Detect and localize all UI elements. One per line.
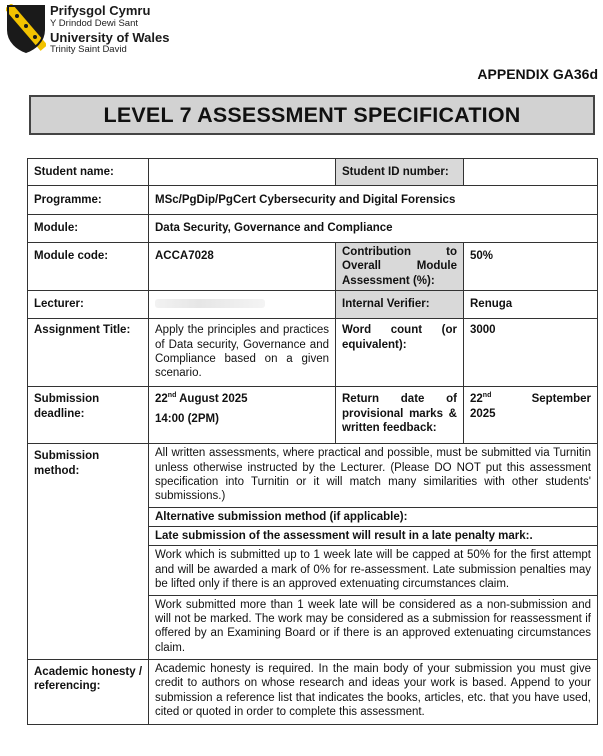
alternative-submission-method: Alternative submission method (if applicable): <box>149 508 597 527</box>
student-name-label: Student name: <box>28 159 149 186</box>
redacted-name <box>155 299 265 308</box>
academic-honesty-label: Academic honesty / referencing: <box>28 660 149 725</box>
contribution-value: 50% <box>464 243 598 291</box>
module-label: Module: <box>28 215 149 243</box>
lecturer-label: Lecturer: <box>28 291 149 319</box>
assessment-spec-table <box>27 158 598 725</box>
assignment-title-value: Apply the principles and practices of Data security, Governance and Compliance based on a given scenario. <box>149 319 336 387</box>
academic-honesty-text: Academic honesty is required. In the main body of your submission you must give credit to authors on whose research and ideas your work is based. Append to your submission a reference list that indicates the books, articles, etc. that you have used, cited or quoted in order to complete this assessment. <box>149 660 598 725</box>
submission-method-label: Submission method: <box>28 444 149 660</box>
verifier-value: Renuga <box>464 291 598 319</box>
return-suffix: nd <box>482 392 492 400</box>
module-code-value: ACCA7028 <box>149 243 336 291</box>
deadline-suffix: nd <box>167 392 177 400</box>
return-day: 22 <box>470 393 483 406</box>
contribution-label: Contribution to Overall Module Assessment (%): <box>336 243 464 291</box>
word-count-value: 3000 <box>464 319 598 387</box>
deadline-month-year: August 2025 <box>176 393 248 406</box>
logo-line-english: University of Wales <box>50 29 170 45</box>
deadline-day: 22 <box>155 393 168 406</box>
table-row <box>28 291 598 319</box>
table-row <box>28 243 598 291</box>
word-count-label: Word count (or equivalent): <box>336 319 464 387</box>
late-submission-para-2: Work submitted more than 1 week late will be considered as a non-submission and will not be marked. The work may be considered as a submission for reassessment if offered by an Examining Board or if there is an approved extenuating circumstances claim. <box>155 598 591 654</box>
page-title: LEVEL 7 ASSESSMENT SPECIFICATION <box>29 95 595 135</box>
programme-label: Programme: <box>28 186 149 215</box>
logo-line-welsh: Prifysgol Cymru <box>50 3 151 18</box>
student-name-field[interactable] <box>149 159 336 186</box>
late-submission-para-1: Work which is submitted up to 1 week late will be capped at 50% for the first attempt and will be awarded a mark of 0% for re-assessment. Late submission penalties may be lifted only if there is an approved extenuating circumstances claim. <box>149 546 597 595</box>
module-code-label: Module code: <box>28 243 149 291</box>
assignment-title-label: Assignment Title: <box>28 319 149 387</box>
table-row <box>28 159 598 186</box>
student-id-label: Student ID number: <box>336 159 464 186</box>
submission-deadline-label: Submission deadline: <box>28 387 149 444</box>
return-date-label: Return date of provisional marks & written feedback: <box>336 387 464 444</box>
logo-subline-welsh: Y Drindod Dewi Sant <box>50 17 139 29</box>
lecturer-value <box>149 291 336 319</box>
table-row <box>28 660 598 725</box>
shield-crest-icon <box>6 4 46 54</box>
table-row <box>28 215 598 243</box>
university-logo <box>6 4 206 62</box>
table-row <box>28 387 598 444</box>
table-row <box>28 319 598 387</box>
logo-subline-english: Trinity Saint David <box>50 44 127 56</box>
submission-deadline-value <box>149 387 336 444</box>
table-row <box>28 186 598 215</box>
appendix-code: APPENDIX GA36d <box>477 66 598 82</box>
student-id-field[interactable] <box>464 159 598 186</box>
return-date-value: 22nd September 2025 <box>464 387 598 444</box>
submission-method-text: All written assessments, where practical and possible, must be submitted via Turnitin unless otherwise instructed by the Lecturer. (Please DO NOT put this assessment specification into Turnitin or it will match many similarities with other students' submissions.) <box>149 444 597 508</box>
verifier-label: Internal Verifier: <box>336 291 464 319</box>
submission-method-value <box>149 444 598 660</box>
deadline-time: 14:00 (2PM) <box>155 412 219 425</box>
programme-value: MSc/PgDip/PgCert Cybersecurity and Digital Forensics <box>149 186 598 215</box>
module-value: Data Security, Governance and Compliance <box>149 215 598 243</box>
late-submission-heading: Late submission of the assessment will result in a late penalty mark:. <box>149 527 597 546</box>
table-row <box>28 444 598 660</box>
